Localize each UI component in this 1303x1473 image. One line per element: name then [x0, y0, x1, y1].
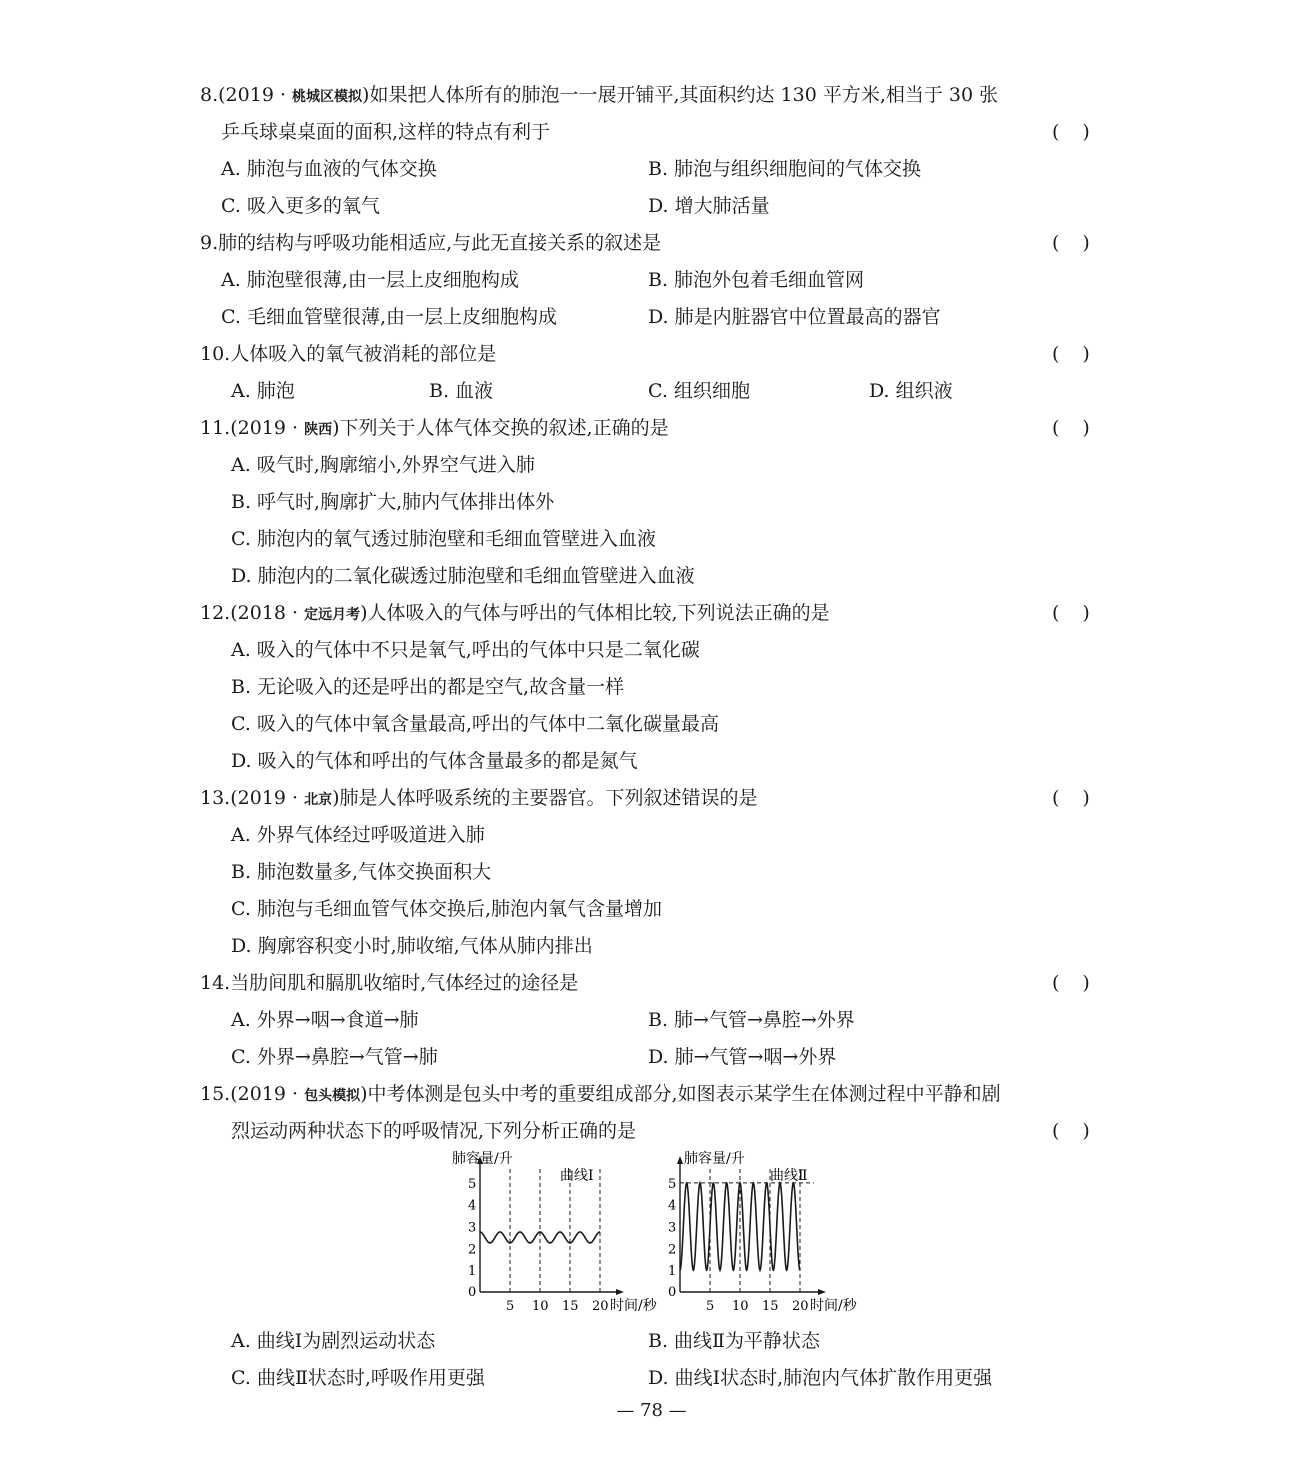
answer-bracket[interactable]: ( ): [1052, 417, 1092, 439]
curve-label: 曲线Ⅱ: [770, 1168, 808, 1184]
y-tick-label: 5: [468, 1176, 477, 1192]
answer-bracket[interactable]: ( ): [1052, 972, 1092, 994]
source-tag: 定远月考: [304, 607, 361, 623]
option-a: A. 肺泡: [231, 380, 295, 402]
option-c: C. 组织细胞: [648, 380, 750, 402]
question-11-stem: 11.(2019 · 陕西)下列关于人体气体交换的叙述,正确的是: [200, 417, 669, 439]
option-d: D. 胸廓容积变小时,肺收缩,气体从肺内排出: [231, 935, 593, 957]
curve-label: 曲线Ⅰ: [560, 1168, 594, 1184]
y-tick-label: 1: [468, 1264, 477, 1280]
question-number: 10.: [200, 343, 231, 365]
x-axis-arrow: [616, 1289, 624, 1295]
option-d: D. 肺泡内的二氧化碳透过肺泡壁和毛细血管壁进入血液: [231, 565, 695, 587]
question-8-stem-cont: 乒乓球桌桌面的面积,这样的特点有利于: [221, 121, 551, 143]
question-text: 当肋间肌和膈肌收缩时,气体经过的途径是: [230, 972, 579, 994]
question-number: 14.: [200, 972, 231, 994]
x-axis-arrow: [818, 1289, 826, 1295]
question-15-stem-cont: 烈运动两种状态下的呼吸情况,下列分析正确的是: [231, 1120, 637, 1142]
y-tick-label: 3: [468, 1220, 477, 1236]
breathing-figure: [452, 1150, 880, 1325]
option-b: B. 肺泡外包着毛细血管网: [648, 269, 865, 291]
question-number: 8.: [200, 84, 219, 106]
question-text: 肺是人体呼吸系统的主要器官。下列叙述错误的是: [339, 787, 758, 809]
y-tick-label: 2: [468, 1242, 477, 1258]
chart-curve-1: [452, 1150, 658, 1314]
answer-bracket[interactable]: ( ): [1052, 1120, 1092, 1142]
answer-bracket[interactable]: ( ): [1052, 787, 1092, 809]
y-axis-arrow: [677, 1156, 683, 1164]
question-number: 12.: [200, 602, 231, 624]
option-c: C. 肺泡与毛细血管气体交换后,肺泡内氧气含量增加: [231, 898, 662, 920]
question-number: 11.: [200, 417, 231, 439]
option-b: B. 肺泡数量多,气体交换面积大: [231, 861, 492, 883]
answer-bracket[interactable]: ( ): [1052, 343, 1092, 365]
option-d: D. 曲线Ⅰ状态时,肺泡内气体扩散作用更强: [648, 1367, 993, 1389]
source-tag: 北京: [304, 792, 333, 808]
question-12-stem: 12.(2018 · 定远月考)人体吸入的气体与呼出的气体相比较,下列说法正确的是: [200, 602, 830, 624]
y-tick-label: 5: [668, 1176, 677, 1192]
y-tick-label: 4: [468, 1198, 477, 1214]
origin-label: 0: [468, 1285, 477, 1300]
answer-bracket[interactable]: ( ): [1052, 602, 1092, 624]
question-text: 肺的结构与呼吸功能相适应,与此无直接关系的叙述是: [218, 232, 662, 254]
option-b: B. 呼气时,胸廓扩大,肺内气体排出体外: [231, 491, 555, 513]
y-tick-label: 3: [668, 1220, 677, 1236]
y-tick-label: 2: [668, 1242, 677, 1258]
x-tick-label: 10: [732, 1299, 749, 1314]
x-axis-label: 时间/秒: [810, 1298, 857, 1314]
x-tick-label: 20: [792, 1299, 809, 1314]
question-text: 人体吸入的氧气被消耗的部位是: [230, 343, 497, 365]
answer-bracket[interactable]: ( ): [1052, 232, 1092, 254]
question-14-stem: [200, 970, 578, 996]
chart-curve-2: [668, 1150, 858, 1314]
option-a: A. 吸入的气体中不只是氧气,呼出的气体中只是二氧化碳: [231, 639, 700, 661]
y-tick-label: 1: [668, 1264, 677, 1280]
question-9-stem: [200, 230, 661, 256]
question-text: 中考体测是包头中考的重要组成部分,如图表示某学生在体测过程中平静和剧: [367, 1083, 1001, 1105]
question-number: 13.: [200, 787, 231, 809]
question-text: 如果把人体所有的肺泡一一展开铺平,其面积约达 130 平方米,相当于 30 张: [369, 84, 999, 106]
source-tag: 桃城区模拟: [292, 89, 363, 105]
y-axis-label: 肺容量/升: [684, 1151, 745, 1167]
answer-bracket[interactable]: ( ): [1052, 121, 1092, 143]
option-a: A. 吸气时,胸廓缩小,外界空气进入肺: [231, 454, 535, 476]
option-c: C. 毛细血管壁很薄,由一层上皮细胞构成: [221, 306, 557, 328]
option-d: D. 肺是内脏器官中位置最高的器官: [648, 306, 941, 328]
option-a: A. 外界→咽→食道→肺: [231, 1009, 419, 1031]
option-c: C. 外界→鼻腔→气管→肺: [231, 1046, 438, 1068]
breathing-charts-svg: [452, 1150, 880, 1325]
option-b: B. 肺→气管→鼻腔→外界: [648, 1009, 855, 1031]
x-tick-label: 5: [706, 1299, 715, 1314]
option-c: C. 吸入的气体中氧含量最高,呼出的气体中二氧化碳量最高: [231, 713, 719, 735]
origin-label: 0: [668, 1285, 677, 1300]
question-10-stem: [200, 341, 496, 367]
option-d: D. 肺→气管→咽→外界: [648, 1046, 837, 1068]
option-a: A. 曲线Ⅰ为剧烈运动状态: [231, 1330, 436, 1352]
option-b: B. 无论吸入的还是呼出的都是空气,故含量一样: [231, 676, 625, 698]
option-c: C. 曲线Ⅱ状态时,呼吸作用更强: [231, 1367, 485, 1389]
y-axis-label: 肺容量/升: [452, 1151, 513, 1167]
option-a: A. 肺泡与血液的气体交换: [221, 158, 437, 180]
option-a: A. 肺泡壁很薄,由一层上皮细胞构成: [221, 269, 519, 291]
x-tick-label: 10: [532, 1299, 549, 1314]
question-number: 9.: [200, 232, 219, 254]
source-tag: 包头模拟: [304, 1088, 361, 1104]
question-text: 下列关于人体气体交换的叙述,正确的是: [339, 417, 669, 439]
x-tick-label: 15: [562, 1299, 579, 1314]
option-c: C. 肺泡内的氧气透过肺泡壁和毛细血管壁进入血液: [231, 528, 656, 550]
option-d: D. 吸入的气体和呼出的气体含量最多的都是氮气: [231, 750, 638, 772]
question-13-stem: 13.(2019 · 北京)肺是人体呼吸系统的主要器官。下列叙述错误的是: [200, 787, 758, 809]
option-b: B. 肺泡与组织细胞间的气体交换: [648, 158, 922, 180]
x-tick-label: 15: [762, 1299, 779, 1314]
option-b: B. 曲线Ⅱ为平静状态: [648, 1330, 820, 1352]
page-number: — 78 —: [616, 1400, 687, 1421]
option-d: D. 组织液: [869, 380, 953, 402]
y-tick-label: 4: [668, 1198, 677, 1214]
question-8-stem: 8.(2019 · 桃城区模拟)如果把人体所有的肺泡一一展开铺平,其面积约达 130 平方米,相当于 30 张: [200, 84, 999, 106]
question-15-stem: 15.(2019 · 包头模拟)中考体测是包头中考的重要组成部分,如图表示某学生在体测过程中平静和剧: [200, 1083, 1001, 1105]
option-b: B. 血液: [429, 380, 494, 402]
x-tick-label: 20: [592, 1299, 609, 1314]
question-number: 15.: [200, 1083, 231, 1105]
question-text: 人体吸入的气体与呼出的气体相比较,下列说法正确的是: [367, 602, 830, 624]
x-axis-label: 时间/秒: [610, 1298, 657, 1314]
option-c: C. 吸入更多的氧气: [221, 195, 380, 217]
source-tag: 陕西: [304, 422, 333, 438]
x-tick-label: 5: [506, 1299, 515, 1314]
option-d: D. 增大肺活量: [648, 195, 770, 217]
option-a: A. 外界气体经过呼吸道进入肺: [231, 824, 485, 846]
